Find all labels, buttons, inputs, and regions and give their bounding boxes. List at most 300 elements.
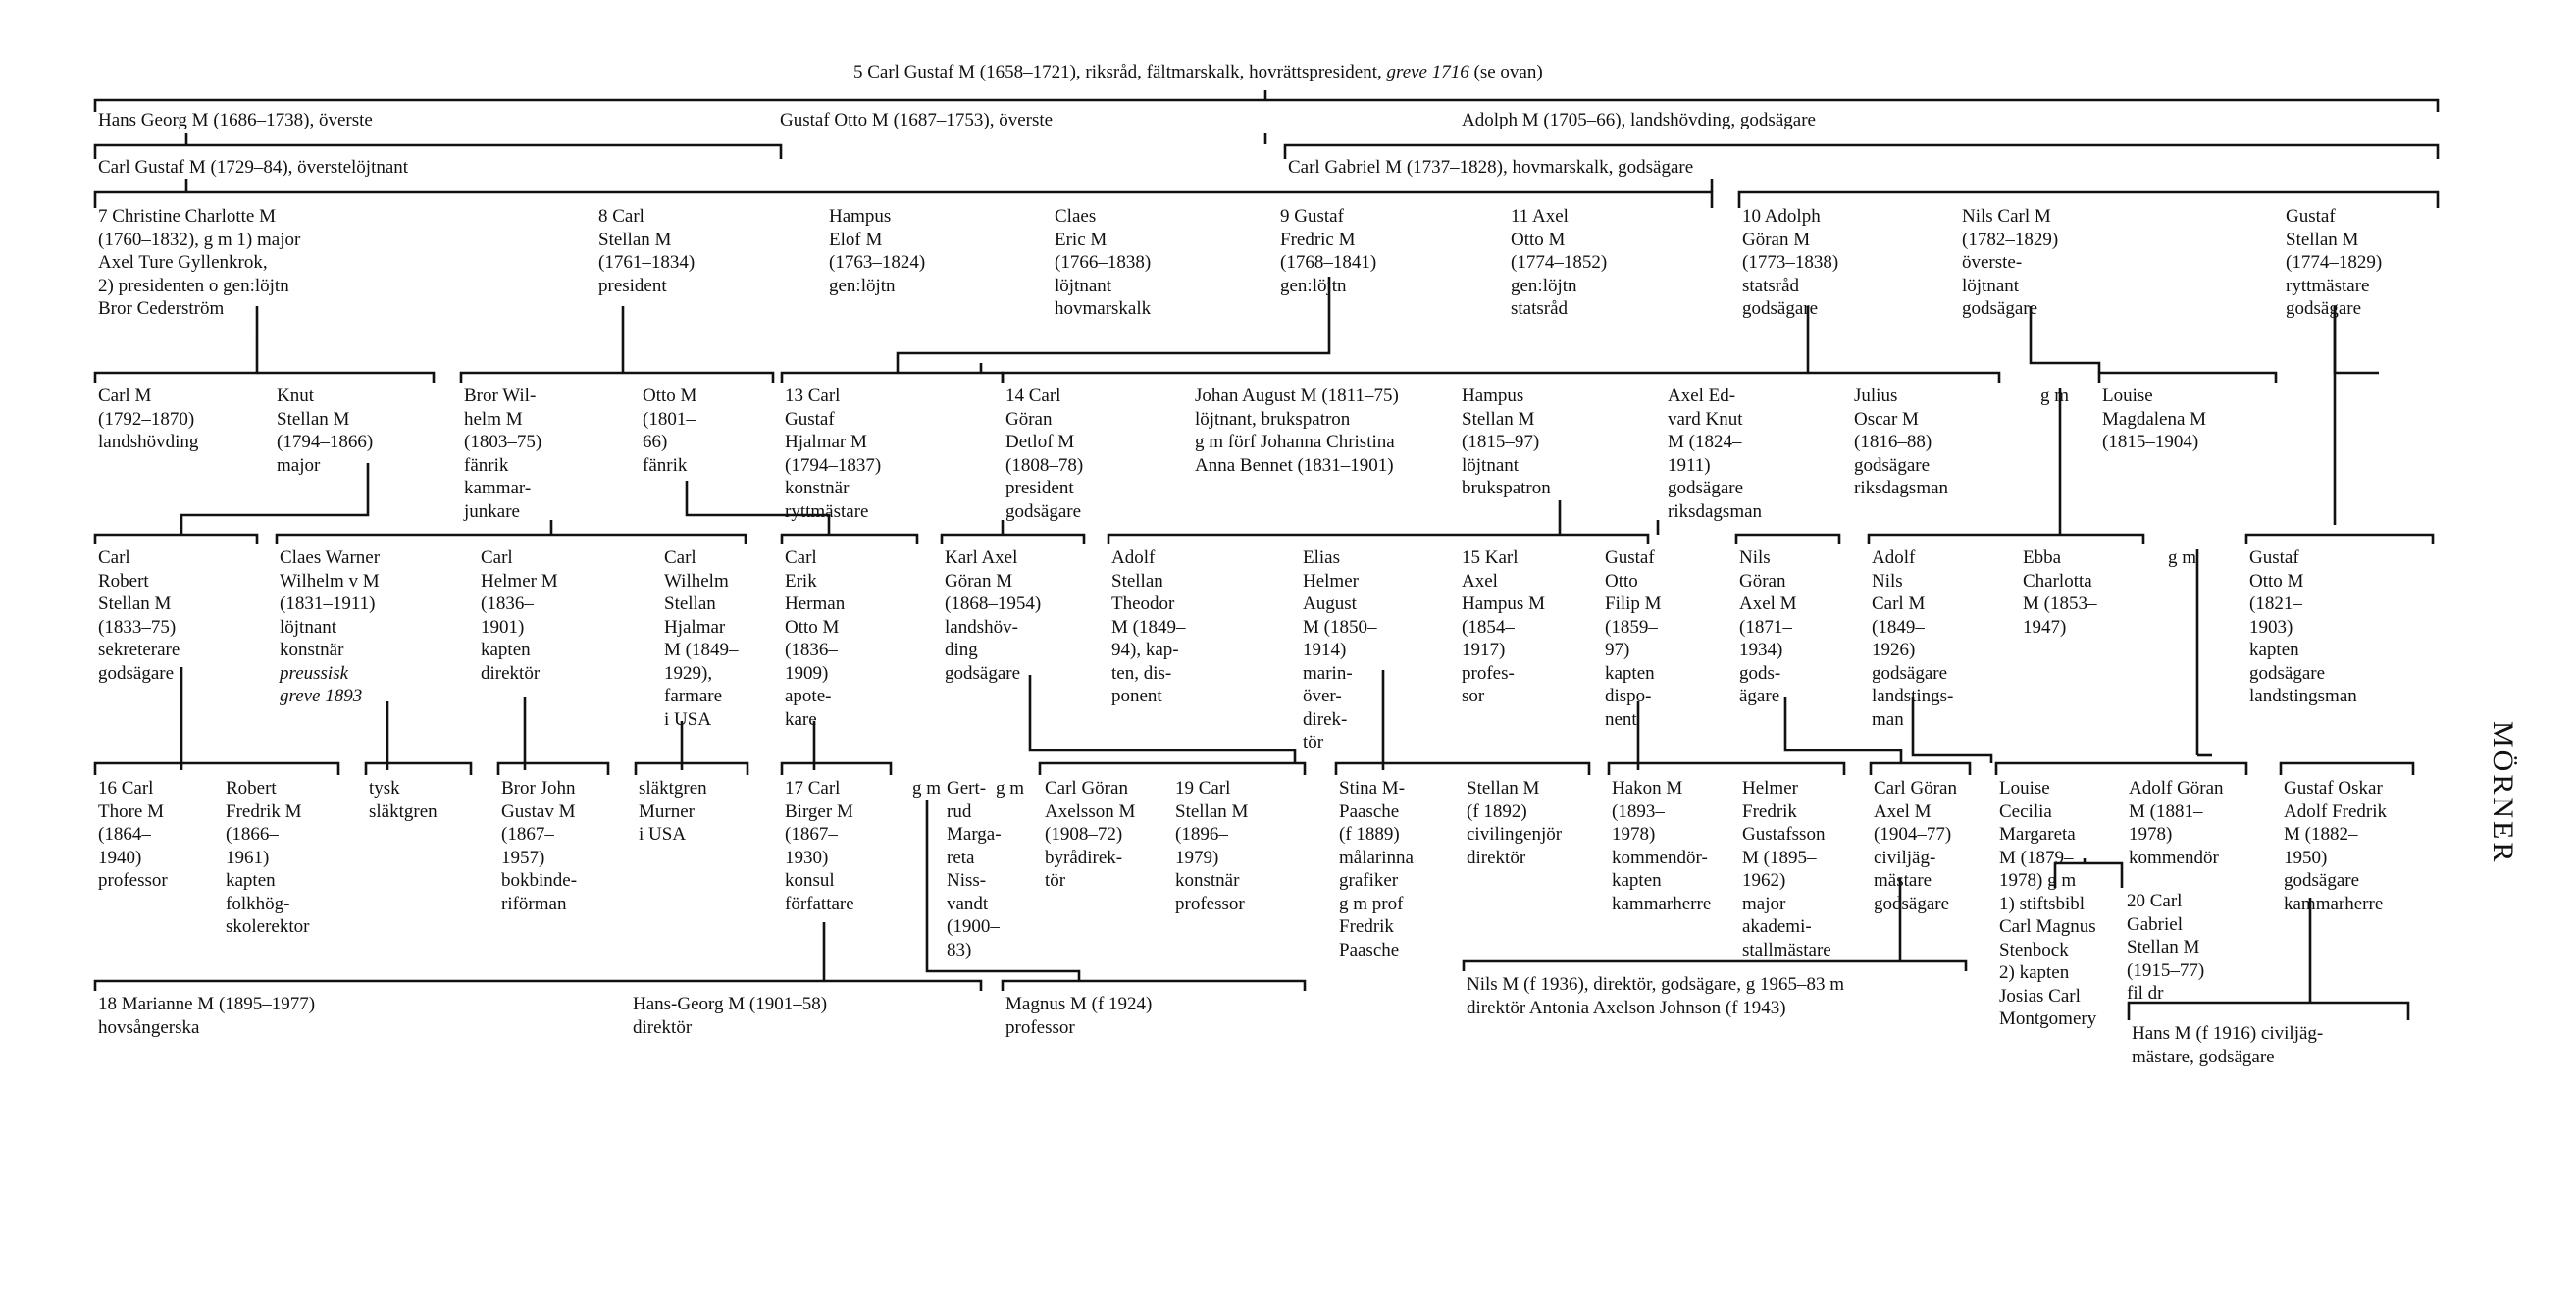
person-text-line: Axel Ture Gyllenkrok,	[98, 252, 268, 273]
person-text-line: Carl Magnus	[1999, 916, 2096, 937]
person-adolf-nils-carl	[1872, 546, 1953, 731]
person-text-line: Carl	[98, 547, 130, 568]
person-text-line: hovmarskalk	[1055, 298, 1152, 319]
person-text-line: kapten	[481, 640, 531, 660]
person-text-line: g m prof	[1339, 893, 1404, 914]
person-axel-otto-11	[1511, 205, 1607, 321]
person-carl-m	[98, 385, 198, 454]
person-text-line: Stellan M	[2286, 229, 2359, 250]
person-text-line: grafiker	[1339, 870, 1399, 891]
person-text-line: Otto M	[785, 616, 840, 638]
person-slaktgren-murner	[639, 777, 707, 847]
person-text-line: godsägare	[1872, 662, 1948, 684]
person-gustaf-stellan	[2286, 205, 2382, 321]
person-text-line: (1833–75)	[98, 616, 177, 638]
person-text-line: president	[1005, 478, 1074, 498]
connector	[942, 535, 1084, 544]
person-text-line: mästare, godsägare	[2132, 1046, 2275, 1067]
person-louise-cecilia	[1999, 777, 2096, 1031]
person-tysk-slaktgren	[369, 777, 438, 823]
person-text-line: Nils Carl M	[1962, 206, 2051, 227]
person-text-line: 1957)	[501, 847, 545, 868]
person-text-line: 1961)	[226, 847, 270, 868]
person-text-line: ryttmästare	[2286, 275, 2370, 296]
person-text-line: godsägare	[2286, 298, 2362, 319]
connector	[1464, 961, 1966, 971]
person-text-line: profes-	[1462, 662, 1515, 684]
person-ebba-charlotta	[2023, 546, 2096, 639]
person-text-line: (1794–1866)	[277, 432, 374, 452]
person-hampus-elof	[829, 205, 925, 297]
person-text-line: 18 Marianne M (1895–1977)	[98, 994, 316, 1014]
person-text-line: Carl Gabriel M (1737–1828), hovmarskalk, godsägare	[1288, 157, 1694, 178]
person-hans-georg-1901	[633, 993, 827, 1039]
person-text-line: över-	[1303, 686, 1342, 706]
connector	[1609, 763, 1844, 775]
person-nils-1936	[1467, 973, 1844, 1019]
person-text-line: Charlotta	[2023, 570, 2092, 592]
person-text-line: Robert	[226, 778, 277, 799]
person-text-line: Gustaf	[2249, 547, 2299, 568]
person-text-line: (1815–97)	[1462, 432, 1540, 452]
person-text-line: 17 Carl	[785, 778, 841, 799]
person-text-line: kapten	[1605, 662, 1655, 684]
person-text-line: (1773–1838)	[1742, 252, 1839, 273]
person-text-line: 7 Christine Charlotte M	[98, 206, 277, 227]
person-text-line: landstings-	[1872, 686, 1954, 706]
person-text-line: (1815–1904)	[2102, 432, 2199, 452]
person-text-line: författare	[785, 893, 854, 914]
person-text-line: Carl M	[1872, 594, 1926, 614]
person-text-line: löjtnant	[1462, 454, 1520, 476]
person-text-line: Adolph M (1705–66), landshövding, godsägare	[1462, 110, 1816, 130]
person-text-line: i USA	[664, 708, 712, 730]
person-stina-paasche	[1339, 777, 1414, 961]
person-text-line: Göran M	[945, 570, 1013, 592]
person-text-line: Montgomery	[1999, 1008, 2097, 1029]
person-carl-stellan-8	[598, 205, 695, 297]
person-text-line: vandt	[947, 893, 989, 914]
person-text-line: Bror Wil-	[464, 386, 537, 406]
person-text-line: godsägare	[1854, 454, 1931, 476]
person-text-line: Stellan M	[98, 594, 172, 614]
person-text-line: fänrik	[643, 454, 688, 476]
person-text-line: Louise	[2102, 386, 2153, 406]
person-text-line: Stellan M	[277, 408, 350, 430]
person-text-line: Josias Carl	[1999, 985, 2081, 1007]
person-text-line: Carl M	[98, 386, 152, 406]
person-text-line: (1871–	[1739, 616, 1792, 638]
person-text-line: Axel	[1462, 570, 1498, 592]
person-text-line: M (1853–	[2023, 594, 2097, 614]
person-text-line: överste-	[1962, 252, 2023, 273]
connector	[2129, 1003, 2408, 1020]
person-text-line: 94), kap-	[1111, 640, 1179, 660]
person-text-line: Stellan M	[1175, 801, 1249, 822]
connector	[1736, 535, 1839, 544]
person-text-line: Margareta	[1999, 824, 2076, 845]
person-text-line: (1867–	[785, 824, 838, 845]
person-text-line: (1866–	[226, 824, 279, 845]
person-text-line: 1978)	[1612, 824, 1656, 845]
connector	[461, 353, 773, 383]
person-text-line: Axel M	[1739, 594, 1797, 614]
person-text-line: godsägare	[945, 662, 1021, 684]
person-carl-goran-axelsson	[1045, 777, 1135, 893]
person-text-line: 10 Adolph	[1742, 206, 1821, 227]
person-text-line: Oscar M	[1854, 408, 1919, 430]
person-text-line: (1868–1954)	[945, 594, 1042, 614]
person-text-line: tysk	[369, 778, 400, 799]
person-text-line: 1901)	[481, 616, 525, 638]
person-text-line: godsägare	[1742, 298, 1819, 319]
person-axel-edvard-knut	[1668, 385, 1762, 523]
person-hans-1916	[2132, 1022, 2323, 1068]
person-text-line: riförman	[501, 893, 567, 914]
person-text-line: Nils	[1739, 547, 1771, 568]
person-text-line: bokbinde-	[501, 870, 578, 891]
connector	[782, 763, 891, 775]
person-text-line: kommendör-	[1612, 847, 1708, 868]
person-text-line: (1908–72)	[1045, 824, 1123, 845]
person-text-line: 14 Carl	[1005, 386, 1061, 406]
person-text-line: Carl Göran	[1874, 778, 1957, 799]
person-text-line: (1761–1834)	[598, 252, 696, 273]
person-text-line: godsägare	[1005, 500, 1082, 522]
person-text-line: Stenbock	[1999, 939, 2069, 960]
person-marianne-18	[98, 993, 315, 1039]
person-text-line: Adolf	[1111, 547, 1156, 568]
person-text-line: fänrik	[464, 454, 509, 476]
person-text-line: Hampus M	[1462, 594, 1545, 614]
person-louise-magdalena	[2102, 385, 2206, 454]
person-text-line: Marga-	[947, 824, 1002, 845]
person-text-line: Carl	[785, 547, 817, 568]
person-text-line: (1831–1911)	[280, 594, 376, 614]
person-text-line: folkhög-	[226, 893, 290, 914]
person-text-line: 9 Gustaf	[1280, 206, 1344, 227]
person-gustaf-oskar	[2284, 777, 2387, 915]
person-text-line: Gustaf Otto M (1687–1753), överste	[780, 110, 1054, 130]
person-text-line: akademi-	[1742, 916, 1812, 937]
person-carl-gustaf-hjalmar-13	[785, 385, 881, 523]
connector	[95, 763, 338, 775]
connector	[498, 763, 608, 775]
person-gustaf-otto-filip	[1605, 546, 1662, 731]
person-text-line: vard Knut	[1668, 408, 1743, 430]
person-text-line: Fredrik	[1742, 801, 1797, 822]
person-text-line: Hjalmar	[664, 616, 726, 638]
person-text-line: Hakon M	[1612, 778, 1683, 799]
person-text-line: reta	[947, 847, 975, 868]
person-text-line: Bror Cederström	[98, 298, 225, 319]
person-text-line: (1859–	[1605, 616, 1658, 638]
person-otto-m	[643, 385, 696, 477]
person-text-line: landshövding	[98, 432, 199, 452]
person-carl-helmer	[481, 546, 558, 685]
person-text-line: 1909)	[785, 662, 829, 684]
person-claes-warner	[280, 546, 380, 708]
person-text-line: Stellan M	[1467, 778, 1540, 799]
person-text-line: (1821–	[2249, 594, 2302, 614]
person-text-line: M (1824–	[1668, 432, 1742, 452]
person-text-line: g m	[2168, 547, 2197, 568]
person-text-line: mästare	[1874, 870, 1932, 891]
person-text-line: g m	[996, 778, 1025, 799]
person-text-line: konstnär	[280, 640, 344, 660]
person-carl-wilhelm-stellan	[664, 546, 738, 731]
person-text-line: (1763–1824)	[829, 252, 926, 273]
person-text-line: Helmer	[1742, 778, 1798, 799]
person-text-line: godsägare	[2249, 662, 2326, 684]
person-text-line: marin-	[1303, 662, 1353, 684]
person-text-line: Stellan	[664, 594, 716, 614]
person-text-line: Paasche	[1339, 801, 1400, 822]
person-text-line: Helmer	[1303, 570, 1359, 592]
person-text-line: sor	[1462, 686, 1485, 706]
person-text-line: godsägare	[1668, 478, 1744, 498]
person-christine	[98, 205, 300, 321]
person-text-line: Filip M	[1605, 594, 1662, 614]
person-text-line: Birger M	[785, 801, 853, 822]
person-text-line: Nils M (f 1936), direktör, godsägare, g 1965–83 m	[1467, 974, 1844, 995]
person-text-line: Nils	[1872, 570, 1903, 592]
person-text-line: g m förf Johanna Christina	[1195, 432, 1395, 452]
person-text-line: Carl	[664, 547, 696, 568]
person-text-line: Louise	[1999, 778, 2050, 799]
person-text-line: 8 Carl	[598, 206, 644, 227]
person-adolf-goran	[2129, 777, 2224, 869]
person-text-line: 1) stiftsbibl	[1999, 893, 2086, 914]
person-text-line: (f 1892)	[1467, 801, 1527, 822]
person-text-line: Ebba	[2023, 547, 2062, 568]
person-text-line: 2) presidenten o gen:löjtn	[98, 275, 289, 296]
person-text-line: Gert-	[947, 778, 987, 799]
person-text-line: släktgren	[639, 778, 707, 799]
person-carl-stellan-19	[1175, 777, 1248, 915]
person-text-line: professor	[98, 870, 168, 891]
person-text-line: direktör	[1467, 847, 1526, 868]
person-text-line: (1803–75)	[464, 432, 542, 452]
person-text-line: ryttmästare	[785, 500, 869, 522]
person-text-line: (1896–	[1175, 824, 1228, 845]
person-text-line: (1915–77)	[2127, 959, 2205, 981]
person-gertrud	[947, 777, 1002, 961]
person-text-line: Axel M	[1874, 801, 1932, 822]
person-text-line: löjtnant, brukspatron	[1195, 408, 1351, 430]
person-text-line: godsägare	[1874, 893, 1950, 914]
person-text-line: Stellan M	[598, 229, 672, 250]
connector	[1869, 535, 2143, 544]
person-text-line: löjtnant	[1055, 275, 1112, 296]
connector	[277, 535, 746, 544]
person-text-line: nent	[1605, 708, 1637, 730]
person-text-line: (f 1889)	[1339, 824, 1400, 845]
person-text-line: Hampus	[829, 206, 892, 227]
person-text-line: Bror John	[501, 778, 576, 799]
person-text-line: (1774–1852)	[1511, 252, 1608, 273]
person-text-line: (1816–88)	[1854, 432, 1932, 452]
person-text-line: 1940)	[98, 847, 142, 868]
person-gustaf-fredric-9	[1280, 205, 1376, 297]
person-text-line: (1836–	[785, 640, 838, 660]
person-text-line: (1836–	[481, 594, 534, 614]
person-text-line: Axelsson M	[1045, 801, 1136, 822]
person-text-line: Gustaf	[1605, 547, 1655, 568]
person-text-line: gods-	[1739, 662, 1781, 684]
person-text-line: Claes	[1055, 206, 1097, 227]
person-adolph	[1462, 109, 1816, 132]
person-text-line: M (1881–	[2129, 801, 2203, 822]
person-text-line: Hampus	[1462, 386, 1524, 406]
person-text-line: 1962)	[1742, 870, 1786, 891]
person-text-line: (1904–77)	[1874, 824, 1952, 845]
connector	[1871, 763, 1970, 775]
person-text-line: Carl Göran	[1045, 778, 1128, 799]
person-text-line: Knut	[277, 386, 314, 406]
person-text-line: kare	[785, 708, 817, 730]
person-text-line: 13 Carl	[785, 386, 841, 406]
person-text-line: riksdagsman	[1668, 500, 1763, 522]
person-text-line: kapten	[2249, 640, 2299, 660]
person-text-line: direk-	[1303, 708, 1348, 730]
person-text-line: Fredrik M	[226, 801, 302, 822]
person-helmer-fredrik	[1742, 777, 1831, 961]
person-text-line: Göran	[1739, 570, 1786, 592]
person-carl-goran-axel	[1874, 777, 1957, 915]
person-gm-2	[2168, 546, 2196, 570]
person-text-line: landstingsman	[2249, 686, 2357, 706]
person-text-line: (1867–	[501, 824, 554, 845]
person-text-line: Theodor	[1111, 594, 1175, 614]
person-text-line: civiljäg-	[1874, 847, 1936, 868]
person-text-line: president	[598, 275, 667, 296]
person-text-line: 1978) g m	[1999, 870, 2077, 891]
person-text-line: landshöv-	[945, 616, 1018, 638]
person-text-line: Axel Ed-	[1668, 386, 1736, 406]
person-text-line: Otto M	[643, 386, 697, 406]
person-gm-4	[996, 777, 1024, 801]
person-text-line: konsul	[785, 870, 835, 891]
person-text-line: godsägare	[1962, 298, 2038, 319]
person-text-line: Anna Bennet (1831–1901)	[1195, 454, 1394, 476]
person-text-line: Gabriel	[2127, 913, 2183, 935]
person-text-line: Thore M	[98, 801, 165, 822]
person-text-line: Murner	[639, 801, 695, 822]
person-text-line: kammar-	[464, 478, 532, 498]
person-text-line: godsägare	[2284, 870, 2360, 891]
person-text-line: g m	[2040, 386, 2070, 406]
person-johan-august	[1195, 385, 1399, 477]
person-text-line: Paasche	[1339, 939, 1400, 960]
connector	[95, 100, 2438, 112]
person-text-line: målarinna	[1339, 847, 1414, 868]
person-text-line: Gustaf	[2286, 206, 2336, 227]
person-text-line: 1903)	[2249, 616, 2293, 638]
person-hakon	[1612, 777, 1711, 915]
person-text-line: Erik	[785, 570, 817, 592]
connector	[1003, 981, 1305, 991]
person-text-line: Helmer M	[481, 570, 558, 592]
person-text-line: kommendör	[2129, 847, 2219, 868]
connector	[95, 535, 257, 544]
person-text-line: M (1895–	[1742, 847, 1817, 868]
person-text-line: tör	[1303, 732, 1324, 752]
person-nils-carl	[1962, 205, 2058, 321]
person-text-line: 1911)	[1668, 454, 1711, 476]
person-text-line: farmare	[664, 686, 723, 706]
person-carl-thore-16	[98, 777, 168, 893]
person-text-line: Stellan M	[2127, 937, 2200, 957]
person-text-line: brukspatron	[1462, 478, 1551, 498]
person-text-line: Karl Axel	[945, 547, 1018, 568]
person-bror-wilhelm	[464, 385, 541, 523]
person-text-line: (1768–1841)	[1280, 252, 1377, 273]
person-text-line: Elias	[1303, 547, 1340, 568]
person-text-line: 83)	[947, 939, 972, 960]
person-text-line: greve 1893	[280, 686, 363, 706]
person-text-line: Hans M (f 1916) civiljäg-	[2132, 1023, 2324, 1044]
person-text-line: man	[1872, 708, 1904, 730]
family-name-vertical: MÖRNER	[2487, 721, 2519, 865]
person-text-line: Robert	[98, 570, 149, 592]
person-gm-3	[912, 777, 941, 801]
person-text-line: Wilhelm v M	[280, 570, 380, 592]
person-text-line: major	[1742, 893, 1786, 914]
person-text-line: 1917)	[1462, 640, 1506, 660]
person-text-line: 1926)	[1872, 640, 1916, 660]
person-karl-axel-hampus-15	[1462, 546, 1545, 708]
person-text-line: godsägare	[98, 662, 175, 684]
connector	[2099, 373, 2276, 383]
person-text-line: kammarherre	[2284, 893, 2384, 914]
person-text-line: dispo-	[1605, 686, 1652, 706]
person-text-line: (1900–	[947, 916, 1000, 937]
person-text-line: 66)	[643, 432, 668, 452]
person-text-line: Herman	[785, 594, 846, 614]
person-text-line: M (1850–	[1303, 616, 1377, 638]
person-text-line: 19 Carl	[1175, 778, 1231, 799]
person-text-line: Magnus M (f 1924)	[1005, 994, 1153, 1014]
person-text-line: 5 Carl Gustaf M (1658–1721), riksråd, fältmarskalk, hovrättspresident, greve 1716 (se ovan)	[853, 62, 1543, 82]
person-text-line: Otto M	[1511, 229, 1566, 250]
person-text-line: major	[277, 454, 321, 476]
person-text-line: Magdalena M	[2102, 408, 2207, 430]
person-text-line: gen:löjtn	[1511, 275, 1577, 296]
person-text-line: 1979)	[1175, 847, 1219, 868]
person-text-line: direktör Antonia Axelson Johnson (f 1943)	[1467, 997, 1786, 1018]
person-text-line: Claes Warner	[280, 547, 381, 568]
person-text-line: August	[1303, 594, 1357, 614]
person-text-line: 15 Karl	[1462, 547, 1519, 568]
person-carl-birger-17	[785, 777, 854, 915]
person-text-line: 1914)	[1303, 640, 1347, 660]
person-text-line: Stellan M	[1462, 408, 1535, 430]
person-text-line: apote-	[785, 686, 832, 706]
person-carl-gabriel-20	[2127, 890, 2204, 1006]
person-text-line: ägare	[1739, 686, 1780, 706]
person-carl-goran-detlof-14	[1005, 385, 1083, 523]
person-text-line: Hjalmar M	[785, 432, 867, 452]
person-text-line: Gustaf	[785, 408, 835, 430]
person-text-line: löjtnant	[1962, 275, 2020, 296]
person-text-line: (1849–	[1872, 616, 1925, 638]
person-text-line: 16 Carl	[98, 778, 154, 799]
person-text-line: konstnär	[1175, 870, 1240, 891]
person-text-line: kapten	[1612, 870, 1662, 891]
connector	[1996, 763, 2246, 775]
person-text-line: junkare	[464, 500, 520, 522]
